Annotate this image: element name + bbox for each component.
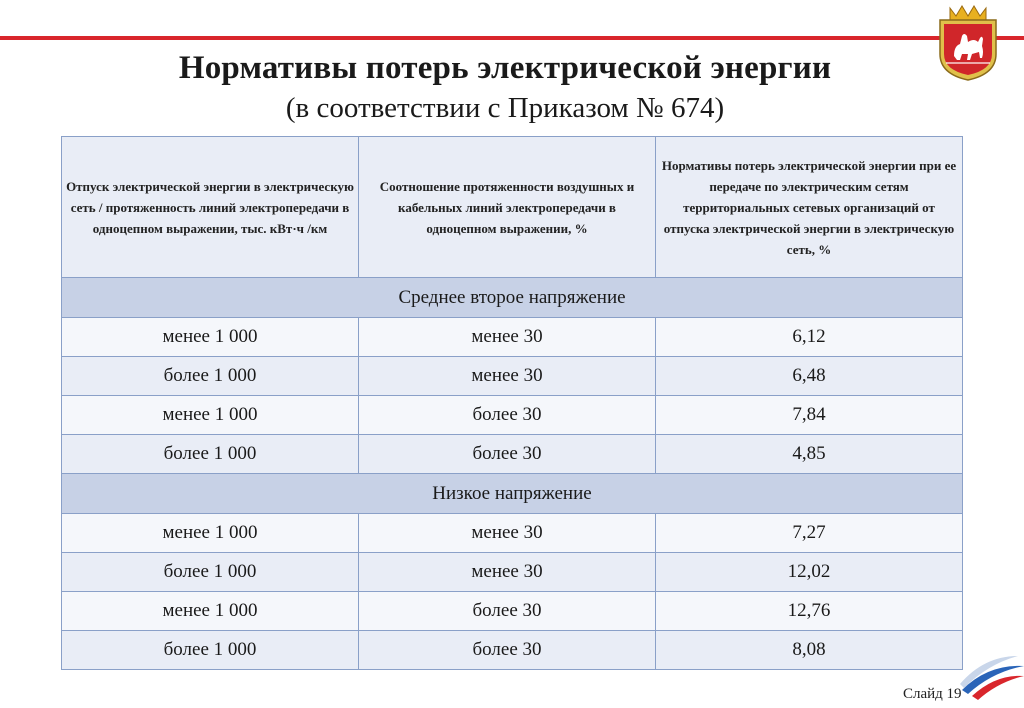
section-row <box>62 474 963 514</box>
cell-energy: более 1 000 <box>62 357 359 396</box>
table-row <box>62 357 963 396</box>
norms-table <box>61 136 963 670</box>
cell-norm: 12,02 <box>656 553 963 592</box>
cell-ratio: более 30 <box>359 592 656 631</box>
section-label: Среднее второе напряжение <box>62 278 963 318</box>
cell-ratio: более 30 <box>359 435 656 474</box>
cell-ratio: менее 30 <box>359 514 656 553</box>
table-row <box>62 553 963 592</box>
table-row <box>62 631 963 670</box>
table-row <box>62 592 963 631</box>
cell-ratio: менее 30 <box>359 318 656 357</box>
cell-ratio: более 30 <box>359 631 656 670</box>
cell-energy: более 1 000 <box>62 553 359 592</box>
page-title: Нормативы потерь электрической энергии <box>178 50 832 86</box>
top-accent-line <box>0 36 1024 40</box>
cell-norm: 6,48 <box>656 357 963 396</box>
section-medium-voltage <box>62 278 963 474</box>
cell-energy: менее 1 000 <box>62 396 359 435</box>
slide-number: Слайд 19 <box>903 686 962 702</box>
table-row <box>62 435 963 474</box>
cell-norm: 7,27 <box>656 514 963 553</box>
cell-norm: 4,85 <box>656 435 963 474</box>
table-row <box>62 396 963 435</box>
cell-ratio: более 30 <box>359 396 656 435</box>
table-row <box>62 514 963 553</box>
column-header-energy-per-km: Отпуск электрической энергии в электрическую сеть / протяженность линий электропередачи в одноцепном выражении, тыс. кВт·ч /км <box>62 137 359 278</box>
cell-energy: более 1 000 <box>62 435 359 474</box>
column-header-line-ratio: Соотношение протяженности воздушных и кабельных линий электропередачи в одноцепном выражении, % <box>359 137 656 278</box>
cell-norm: 8,08 <box>656 631 963 670</box>
section-row <box>62 278 963 318</box>
cell-ratio: менее 30 <box>359 357 656 396</box>
column-header-loss-norm: Нормативы потерь электрической энергии при ее передаче по электрическим сетям территориальных сетевых организаций от отпуска электрической энергии в электрическую сеть, % <box>656 137 963 278</box>
section-low-voltage <box>62 474 963 670</box>
section-label: Низкое напряжение <box>62 474 963 514</box>
cell-energy: менее 1 000 <box>62 592 359 631</box>
cell-ratio: менее 30 <box>359 553 656 592</box>
table-header-row <box>62 137 963 278</box>
cell-norm: 12,76 <box>656 592 963 631</box>
table-row <box>62 318 963 357</box>
cell-norm: 6,12 <box>656 318 963 357</box>
cell-energy: менее 1 000 <box>62 318 359 357</box>
cell-energy: менее 1 000 <box>62 514 359 553</box>
cell-norm: 7,84 <box>656 396 963 435</box>
flag-swoosh-icon <box>958 650 1024 702</box>
cell-energy: более 1 000 <box>62 631 359 670</box>
page-subtitle: (в соответствии с Приказом № 674) <box>285 92 725 124</box>
